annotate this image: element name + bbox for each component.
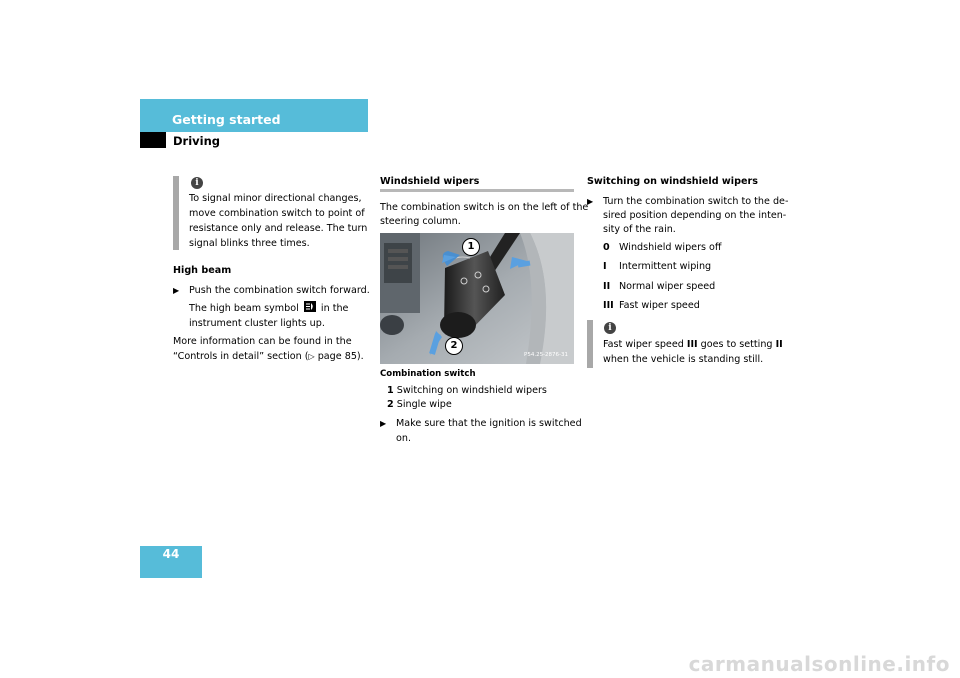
heading-rule [380, 189, 574, 192]
watermark: carmanualsonline.info [688, 652, 950, 676]
text-span: goes to setting [700, 339, 773, 350]
high-beam-step: Push the combination switch forward. [189, 285, 370, 296]
info-icon: i [191, 177, 203, 189]
step-arrow-icon: ▶ [380, 419, 387, 428]
setting-text: Intermittent wiping [619, 261, 712, 272]
photo-caption: Combination switch [380, 369, 476, 379]
info-bar [587, 320, 593, 368]
info-icon: i [604, 322, 616, 334]
legend-item [387, 397, 452, 412]
high-beam-line1 [189, 301, 348, 316]
subsection-marker [140, 132, 166, 148]
combination-switch-photo [380, 233, 574, 364]
info-line: signal blinks three times. [189, 238, 310, 249]
ignition-step-2: on. [396, 433, 411, 444]
legend-item [387, 383, 547, 398]
switching-step-3: sity of the rain. [603, 224, 676, 235]
step-arrow-icon: ▶ [587, 197, 594, 206]
legend-text: Single wipe [396, 399, 452, 410]
switching-step-2: sired position depending on the inten- [603, 210, 787, 221]
page-reference-link[interactable]: page 85). [317, 351, 364, 362]
info-note-2: when the vehicle is standing still. [603, 354, 764, 365]
wipers-intro-1: The combination switch is on the left of the [380, 202, 589, 213]
text-span: The high beam symbol [189, 303, 299, 314]
more-info-line2 [173, 349, 364, 364]
setting-text: Windshield wipers off [619, 242, 722, 253]
text-span: “Controls in detail” section ( [173, 351, 309, 362]
info-note-1 [603, 337, 783, 352]
setting-number: III [603, 300, 614, 311]
high-beam-heading: High beam [173, 265, 232, 276]
legend-number: 2 [387, 399, 394, 410]
high-beam-line2: instrument cluster lights up. [189, 318, 325, 329]
wiper-setting [603, 259, 711, 274]
text-span: Fast wiper speed [603, 339, 684, 350]
wiper-setting [603, 298, 700, 313]
subsection-title: Driving [173, 134, 221, 148]
step-arrow-icon: ▶ [173, 286, 180, 295]
info-bar [173, 176, 179, 250]
setting-text: Fast wiper speed [619, 300, 700, 311]
info-line: To signal minor directional changes, [189, 193, 362, 204]
setting-number: II [603, 281, 611, 292]
info-line: resistance only and release. The turn [189, 223, 368, 234]
wipers-heading: Windshield wipers [380, 176, 480, 187]
callout-2: 2 [445, 337, 463, 355]
info-note [189, 191, 367, 251]
page-ref-icon: ▷ [308, 352, 315, 361]
wiper-setting [603, 279, 715, 294]
ignition-step-1: Make sure that the ignition is switched [396, 418, 582, 429]
page-number: 44 [162, 547, 180, 561]
photo-code: P54.25-2876-31 [524, 352, 569, 358]
info-line: move combination switch to point of [189, 208, 365, 219]
callout-1: 1 [462, 238, 480, 256]
high-beam-symbol-icon [304, 301, 316, 312]
switching-step-1: Turn the combination switch to the de- [603, 196, 789, 207]
switching-heading: Switching on windshield wipers [587, 176, 758, 187]
text-span: in the [320, 303, 349, 314]
section-title: Getting started [172, 112, 281, 127]
text-span: II [775, 339, 783, 350]
text-span: III [686, 339, 698, 350]
legend-text: Switching on windshield wipers [396, 385, 547, 396]
legend-number: 1 [387, 385, 394, 396]
setting-number: 0 [603, 242, 610, 253]
setting-number: I [603, 261, 607, 272]
wipers-intro-2: steering column. [380, 216, 461, 227]
wiper-setting [603, 240, 722, 255]
setting-text: Normal wiper speed [619, 281, 716, 292]
more-info-line1: More information can be found in the [173, 336, 352, 347]
